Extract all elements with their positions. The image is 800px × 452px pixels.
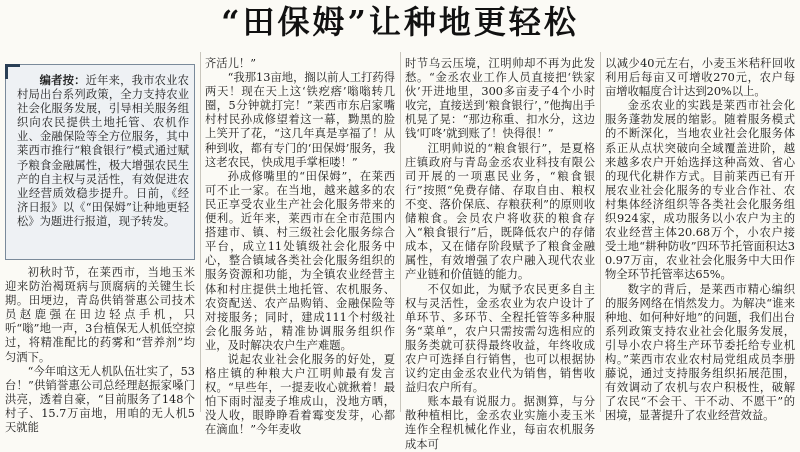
paragraph: 初秋时节，在莱西市，当地玉米迎来防治褐斑病与顶腐病的关键生长期。田埂边，青岛供销誉惠公司技术员赵鹿强在田边轻点手机，只听“嗡”地一声，3台植保无人机低空掠过，将精准配比的药雾和“营养剂”均匀洒下。 (5, 266, 195, 364)
editor-note-label: 编者按： (39, 73, 86, 87)
column-4 (605, 57, 795, 423)
column-1 (5, 266, 195, 435)
article-title: “田保姆”让种地更轻松 (221, 3, 579, 41)
paragraph: 以减少40元左右，小麦玉米秸秆回收利用后每亩又可增收270元，农户每亩增收幅度合计达到20%以上。 (605, 57, 795, 99)
editor-note-box (5, 64, 195, 260)
column-3 (405, 57, 595, 451)
column-divider (200, 52, 201, 412)
column-divider (400, 52, 401, 412)
paragraph: 说起农业社会化服务的好处，夏格庄镇的种粮大户江明帅最有发言权。“早些年，一提麦收心就揪着！最怕下雨时湿麦子堆成山，没地方晒，没人收，眼睁睁看着霉变发芽，心都在滴血！”今年麦收 (205, 352, 395, 437)
editor-note-text: 近年来，我市农业农村局出台系列政策，全力支持农业社会化服务发展，引导相关服务组织向农民提供土地托管、农机作业、金融保险等全方位服务，其中莱西市推行“粮食银行”模式通过赋予粮食金融属性，极大增强农民生产的自主权与灵活性，有效促进农业经营质效稳步提升。日前，《经济日报》以《“田保姆”让种地更轻松》为题进行报道，现予转发。 (17, 74, 189, 228)
paragraph: 孙成修嘴里的“田保姆”，在莱西可不止一家。在当地，越来越多的农民正享受农业生产社会化服务带来的便利。近年来，莱西市在全市范围内搭建市、镇、村三级社会化服务综合平台，成立11处镇级社会化服务中心，整合镇域各类社会化服务组织的服务资源和功能，为全镇农业经营主体和村庄提供土地托管、农机服务、农资配送、农产品购销、金融保险等对接服务；同时，建成111个村级社会化服务站，精准协调服务组织作业，及时解决农户生产难题。 (205, 169, 395, 352)
paragraph: “我那13亩地，搁以前人工打药得两天！现在天上这‘铁疙瘩’嗡嗡转几圈，5分钟就打完！”莱西市东启家嘴村村民孙成修望着这一幕，黝黑的脸上笑开了花，“这几年真是享福了！从种到收，都有专门的‘田保姆’服务，我这老农民，快成甩手掌柜喽！” (205, 71, 395, 169)
paragraph: 不仅如此，为赋予农民更多自主权与灵活性，金丞农业为农户设计了单环节、多环节、全程托管等多种服务“菜单”，农户只需按需勾选相应的服务类就可获得最终收益，年终收成农户可选择自行销售，也可以根据协议约定由金丞农业代为销售，销售收益归农户所有。 (405, 282, 595, 395)
paragraph: “今年咱这无人机队伍壮实了，53台！”供销誉惠公司总经理赵振家嗓门洪亮，透着自豪，“目前服务了148个村子、15.7万亩地，用咱的无人机5天就能 (5, 364, 195, 435)
paragraph: 账本最有说服力。据测算，与分散种植相比，金丞农业实施小麦玉米连作全程机械化作业，每亩农机服务成本可 (405, 395, 595, 451)
paragraph: 时节乌云压境，江明帅却不再为此发愁。“金丞农业工作人员直接把‘铁家伙’开进地里，300多亩麦子4个小时收完，直接送到‘粮食银行’，”他掏出手机晃了晃：“那边称重、扣水分，这边钱‘叮咚’就到账了！快得很！” (405, 57, 595, 141)
paragraph: 数字的背后，是莱西市精心编织的服务网络在悄然发力。为解决“谁来种地、如何种好地”的问题，我们出台系列政策支持农业社会化服务发展，引导小农户将生产环节委托给专业机构。”莱西市农业农村局党组成员李册藤说，通过支持服务组织拓展范围，有效调动了农机与农户积极性，破解了农民“不会干、干不动、不愿干”的困境，显著提升了农业经营效益。 (605, 282, 795, 423)
column-2 (205, 57, 395, 437)
paragraph: 齐活儿！” (205, 57, 256, 70)
paragraph: 江明帅说的“粮食银行”，是夏格庄镇政府与青岛金丞农业科技有限公司开展的一项惠民业务，“粮食银行”按照“免费存储、存取自由、粮权不变、落价保底、存粮获利”的原则收储粮食。会员农户将收获的粮食存入“粮食银行”后，既降低农户的存储成本，又在储存阶段赋予了粮食金融属性，有效增强了农户融入现代农业产业链和价值链的能力。 (405, 141, 595, 282)
column-divider (600, 52, 601, 412)
paragraph: 金丞农业的实践是莱西市社会化服务蓬勃发展的缩影。随着服务模式的不断深化，当地农业社会化服务体系正从点状突破向全域覆盖进阶，越来越多农户开始选择这种高效、省心的现代化耕作方式。目前莱西已有开展农业社会化服务的专业合作社、农村集体经济组织等各类社会化服务组织924家，成功服务以小农户为主的农业经营主体20.68万个，小农户接受土地“耕种防收”四环节托管面积达30.97万亩，农业社会化服务中大田作物全环节托管率达65%。 (605, 99, 795, 282)
editor-note (17, 73, 189, 257)
